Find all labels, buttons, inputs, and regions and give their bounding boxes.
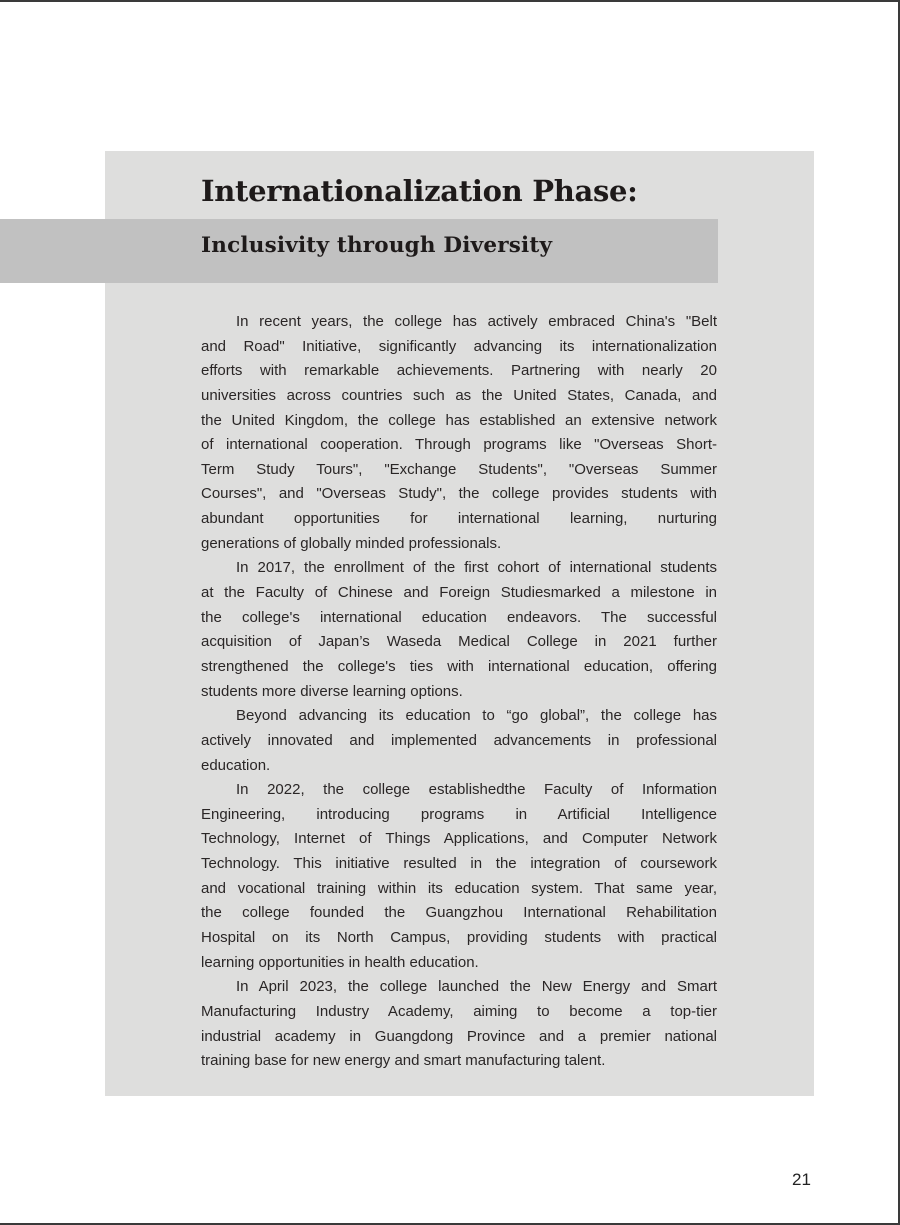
- paragraph-line: In April 2023, the college launched the New Energy and Smart: [236, 978, 717, 996]
- paragraph-line: Technology, Internet of Things Applications, and Computer Network: [201, 830, 717, 848]
- paragraph-line: of international cooperation. Through programs like "Overseas Short-: [201, 436, 717, 454]
- paragraph-line: acquisition of Japan’s Waseda Medical College in 2021 further: [201, 633, 717, 651]
- paragraph-line: and Road" Initiative, significantly advancing its internationalization: [201, 337, 717, 355]
- paragraph-line: the college's international education endeavors. The successful: [201, 608, 717, 626]
- paragraph-line: Technology. This initiative resulted in the integration of coursework: [201, 855, 717, 873]
- paragraph-line: generations of globally minded professionals.: [201, 534, 502, 552]
- paragraph-line: Engineering, introducing programs in Artificial Intelligence: [201, 805, 717, 823]
- paragraph-line: industrial academy in Guangdong Province and a premier national: [201, 1027, 717, 1045]
- paragraph-line: efforts with remarkable achievements. Partnering with nearly 20: [201, 362, 717, 380]
- paragraph-line: Manufacturing Industry Academy, aiming to become a top-tier: [201, 1002, 717, 1020]
- paragraph-line: actively innovated and implemented advancements in professional: [201, 731, 717, 749]
- paragraph-line: universities across countries such as the United States, Canada, and: [201, 386, 717, 404]
- paragraph-line: In recent years, the college has actively embraced China's "Belt: [236, 313, 717, 330]
- paragraph-line: the college founded the Guangzhou International Rehabilitation: [201, 904, 717, 922]
- paragraph-line: students more diverse learning options.: [201, 682, 463, 700]
- page-title: Internationalization Phase:: [201, 174, 638, 208]
- paragraph-line: education.: [201, 756, 271, 774]
- paragraph-line: Term Study Tours", "Exchange Students", "Overseas Summer: [201, 460, 717, 478]
- page-number: 21: [792, 1170, 811, 1189]
- paragraph: [201, 778, 717, 975]
- paragraph-line: training base for new energy and smart manufacturing talent.: [201, 1052, 606, 1070]
- paragraph-line: Beyond advancing its education to “go global”, the college has: [236, 707, 717, 725]
- paragraph-line: abundant opportunities for international learning, nurturing: [201, 510, 717, 528]
- paragraph-line: Hospital on its North Campus, providing students with practical: [201, 929, 717, 947]
- body-text: [201, 310, 717, 1074]
- paragraph-line: strengthened the college's ties with international education, offering: [201, 657, 717, 675]
- paragraph-line: and vocational training within its education system. That same year,: [201, 879, 717, 897]
- paragraph-line: Courses", and "Overseas Study", the college provides students with: [201, 485, 717, 503]
- paragraph: [201, 310, 717, 556]
- paragraph-line: the United Kingdom, the college has established an extensive network: [201, 411, 717, 429]
- paragraph: [201, 556, 717, 704]
- paragraph: [201, 975, 717, 1074]
- page-subtitle: Inclusivity through Diversity: [201, 233, 553, 258]
- paragraph-line: In 2022, the college establishedthe Faculty of Information: [236, 781, 717, 799]
- paragraph-line: In 2017, the enrollment of the first cohort of international students: [236, 559, 717, 577]
- paragraph-line: learning opportunities in health education.: [201, 953, 479, 971]
- paragraph: [201, 704, 717, 778]
- paragraph-line: at the Faculty of Chinese and Foreign Studiesmarked a milestone in: [201, 584, 717, 602]
